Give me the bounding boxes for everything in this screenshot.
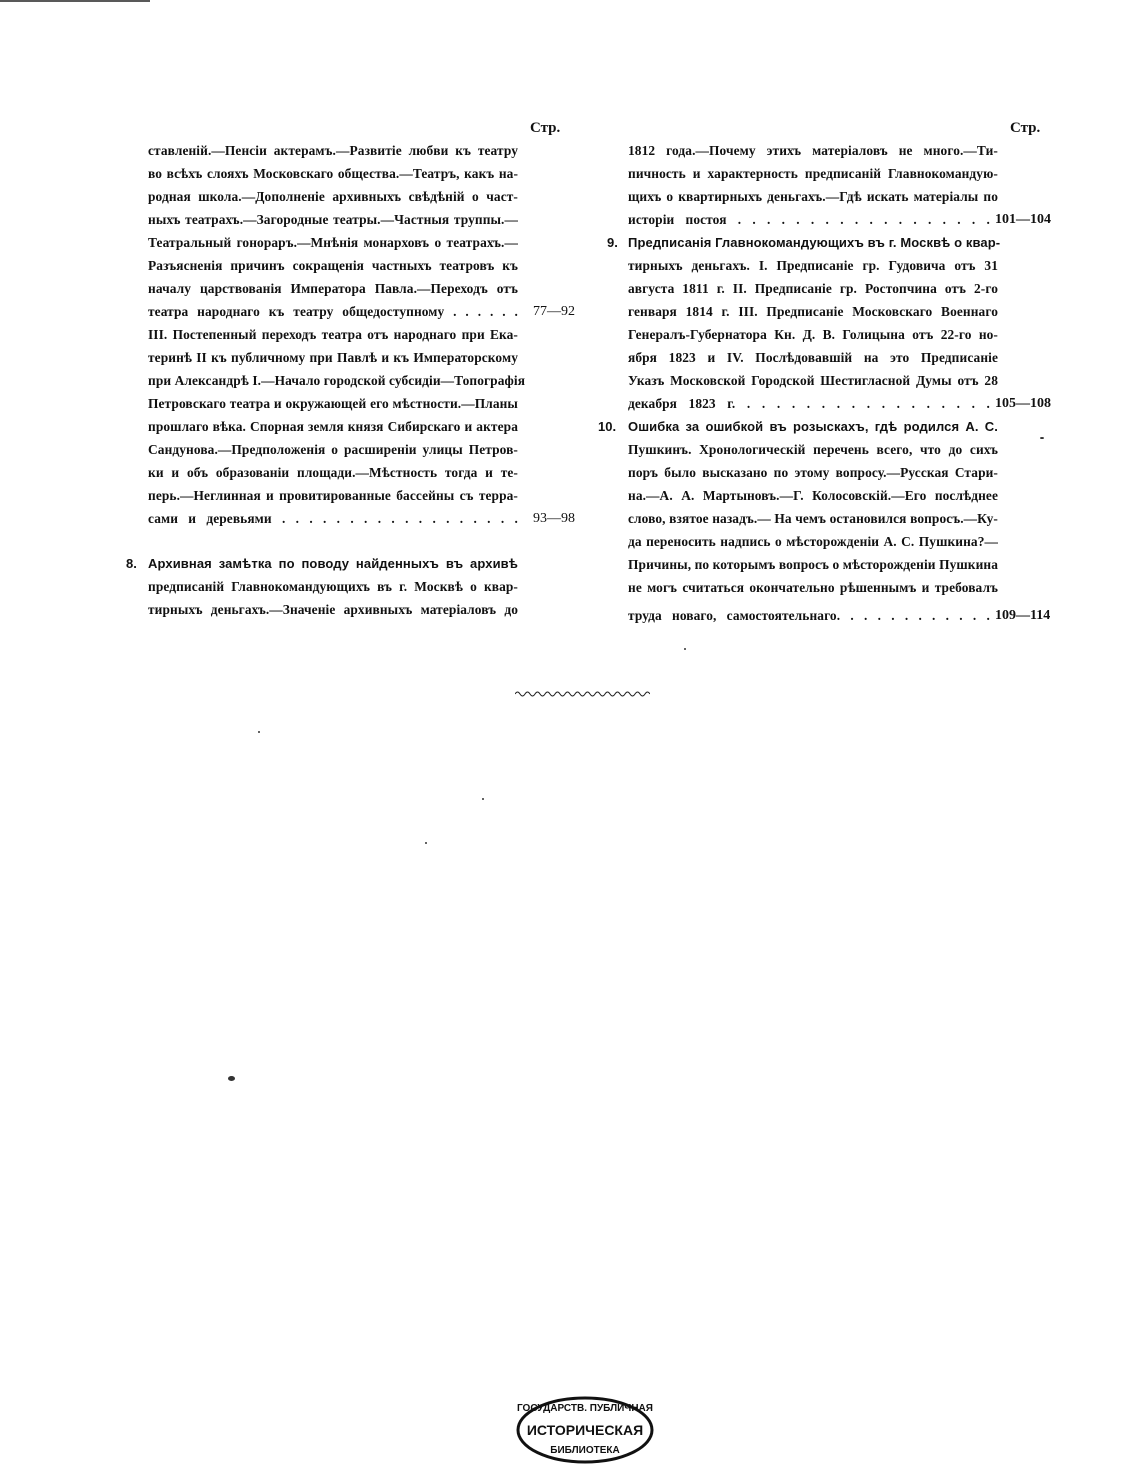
paper-speck xyxy=(228,1076,235,1081)
library-stamp xyxy=(515,1395,655,1465)
toc-line: ныхъ театрахъ.—Загородные театры.—Частныя труппы.— xyxy=(148,212,518,227)
item-heading: Предписанія Главнокомандующихъ въ г. Москвѣ о квар- xyxy=(628,235,1001,250)
stamp-bottom-text: БИБЛИОТЕКА xyxy=(550,1445,620,1456)
toc-line: поръ было высказано по этому вопросу.—Русская Стари- xyxy=(628,465,998,480)
toc-line: началу царствованія Императора Павла.—Переходъ отъ xyxy=(148,281,518,296)
toc-line: щихъ о квартирныхъ деньгахъ.—Гдѣ искать матеріалы по xyxy=(628,189,998,204)
paper-speck xyxy=(684,648,686,650)
paper-speck xyxy=(425,842,427,844)
toc-line: предписаній Главнокомандующихъ въ г. Москвѣ о квар- xyxy=(148,579,518,594)
toc-line: тирныхъ деньгахъ. I. Предписаніе гр. Гудовича отъ 31 xyxy=(628,258,998,273)
toc-line: прошлаго вѣка. Спорная земля князя Сибирскаго и актера xyxy=(148,419,518,434)
toc-line: труда новаго, самостоятельнаго. . . . . . . . . . . . xyxy=(628,608,990,623)
paper-speck xyxy=(482,798,484,800)
toc-line: Указъ Московской Городской Шестигласной Думы отъ 28 xyxy=(628,373,998,388)
stamp-top-text: ГОСУДАРСТВ. ПУБЛИЧНАЯ xyxy=(517,1403,653,1414)
page-range: 101—104 xyxy=(995,212,1051,227)
paper-speck xyxy=(1040,437,1044,439)
toc-line: исторіи постоя . . . . . . . . . . . . . . . . . . xyxy=(628,212,990,227)
page-range: 109—114 xyxy=(995,608,1051,623)
toc-line: на.—А. А. Мартыновъ.—Г. Колосовскій.—Его послѣднее xyxy=(628,488,998,503)
page-range: 105—108 xyxy=(995,396,1051,411)
toc-line: ставленій.—Пенсіи актерамъ.—Развитіе любви къ театру xyxy=(148,143,518,158)
toc-line: Петровскаго театра и окружающей его мѣстности.—Планы xyxy=(148,396,518,411)
toc-line: театра народнаго къ театру общедоступному . . . . . . xyxy=(148,304,518,319)
toc-line: Причины, по которымъ вопросъ о мѣсторожденіи Пушкина xyxy=(628,557,999,572)
toc-line: Сандунова.—Предположенія о расширеніи улицы Петров- xyxy=(148,442,518,457)
toc-line: во всѣхъ слояхъ Московскаго общества.—Театръ, какъ на- xyxy=(148,166,518,181)
toc-line: Разъясненія причинъ сокращенія частныхъ театровъ къ xyxy=(148,258,518,273)
page-range: 93—98 xyxy=(533,511,575,526)
toc-line: перь.—Неглинная и провитированные бассейны съ терра- xyxy=(148,488,518,503)
toc-line: 1812 года.—Почему этихъ матеріаловъ не много.—Ти- xyxy=(628,143,998,158)
toc-line: пичность и характерность предписаній Главнокомандую- xyxy=(628,166,998,181)
stamp-middle-text: ИСТОРИЧЕСКАЯ xyxy=(526,1422,644,1438)
toc-line: да переносить надпись о мѣсторожденіи А. С. Пушкина?— xyxy=(628,534,998,549)
toc-line: III. Постепенный переходъ театра отъ народнаго при Ека- xyxy=(148,327,518,342)
toc-line: декабря 1823 г. . . . . . . . . . . . . . . . . . xyxy=(628,396,990,411)
toc-line: родная школа.—Дополненіе архивныхъ свѣдѣній о част- xyxy=(148,189,518,204)
item-number: 10. xyxy=(598,419,617,434)
left-page-column-label: Стр. xyxy=(530,120,561,136)
toc-line: слово, взятое назадъ.— На чемъ остановился вопросъ.—Ку- xyxy=(628,511,998,526)
toc-line: Генералъ-Губернатора Кн. Д. В. Голицына отъ 22-го но- xyxy=(628,327,998,342)
toc-line: августа 1811 г. II. Предписаніе гр. Ростопчина отъ 2-го xyxy=(628,281,998,296)
right-page-column-label: Стр. xyxy=(1010,120,1041,136)
page-range: 77—92 xyxy=(533,304,575,319)
toc-line: при Александрѣ I.—Начало городской субсидіи—Топографія xyxy=(148,373,526,388)
top-edge-mark xyxy=(0,0,150,4)
item-heading: Архивная замѣтка по поводу найденныхъ въ архивѣ xyxy=(148,556,518,571)
toc-line: сами и деревьями . . . . . . . . . . . . . . . . . . xyxy=(148,511,518,526)
toc-line: ки и объ образованіи площади.—Мѣстность тогда и те- xyxy=(148,465,518,480)
item-number: 8. xyxy=(126,556,137,571)
toc-line: не могъ считаться окончательно рѣшеннымъ и требовалъ xyxy=(628,580,998,595)
toc-line: Театральный гонораръ.—Мнѣнія монарховъ о театрахъ.— xyxy=(148,235,518,250)
ornament-divider xyxy=(515,690,650,698)
toc-line: генваря 1814 г. III. Предписаніе Московскаго Военнаго xyxy=(628,304,998,319)
toc-line: теринѣ II къ публичному при Павлѣ и къ Императорскому xyxy=(148,350,518,365)
toc-line: тирныхъ деньгахъ.—Значеніе архивныхъ матеріаловъ до xyxy=(148,602,518,617)
paper-speck xyxy=(258,731,260,733)
toc-line: ября 1823 и IV. Послѣдовавшій на это Предписаніе xyxy=(628,350,998,365)
item-heading: Ошибка за ошибкой въ розыскахъ, гдѣ родился А. С. xyxy=(628,419,998,434)
toc-line: Пушкинъ. Хронологическій перечень всего, что до сихъ xyxy=(628,442,998,457)
item-number: 9. xyxy=(607,235,618,250)
